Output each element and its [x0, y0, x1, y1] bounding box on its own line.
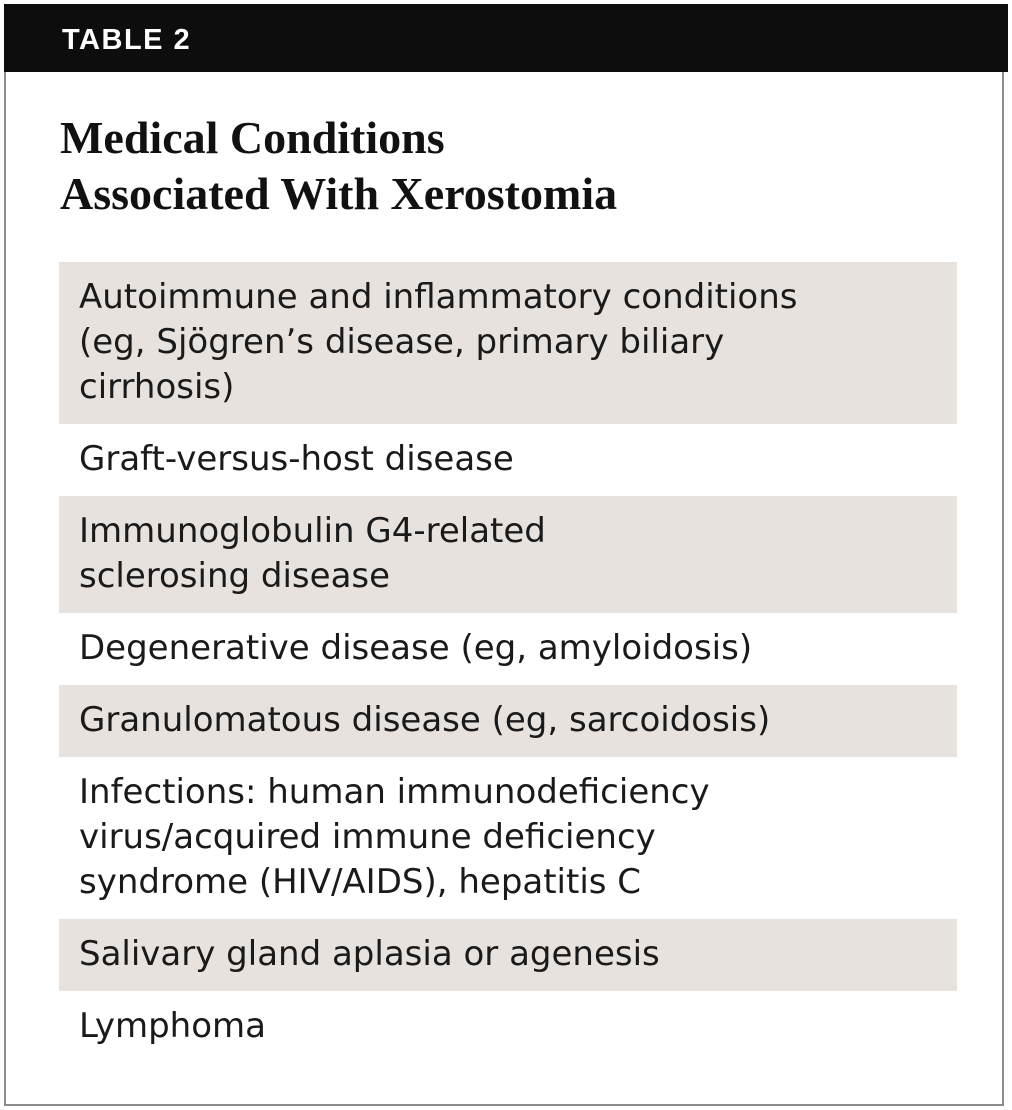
conditions-list [59, 262, 957, 1063]
condition-row: Infections: human immunodeficiency virus/acquired immune deficiency syndrome (HIV/AIDS), hepatitis C [79, 772, 710, 902]
condition-row: Granulomatous disease (eg, sarcoidosis) [59, 685, 957, 757]
condition-row: Autoimmune and inflammatory conditions (eg, Sjögren’s disease, primary biliary cirrhosis) [59, 262, 957, 424]
condition-row: Degenerative disease (eg, amyloidosis) [79, 628, 753, 668]
condition-row: Lymphoma [79, 1006, 266, 1046]
table-title-line-2: Associated With Xerostomia [60, 168, 618, 219]
table-number-label: TABLE 2 [62, 24, 192, 56]
condition-row: Salivary gland aplasia or agenesis [59, 919, 957, 991]
condition-row: Immunoglobulin G4-related sclerosing disease [59, 496, 957, 613]
table-title [60, 110, 960, 222]
table-header-bar [4, 4, 1008, 72]
table-title-line-1: Medical Conditions [60, 112, 445, 163]
condition-row: Graft-versus-host disease [79, 439, 514, 479]
